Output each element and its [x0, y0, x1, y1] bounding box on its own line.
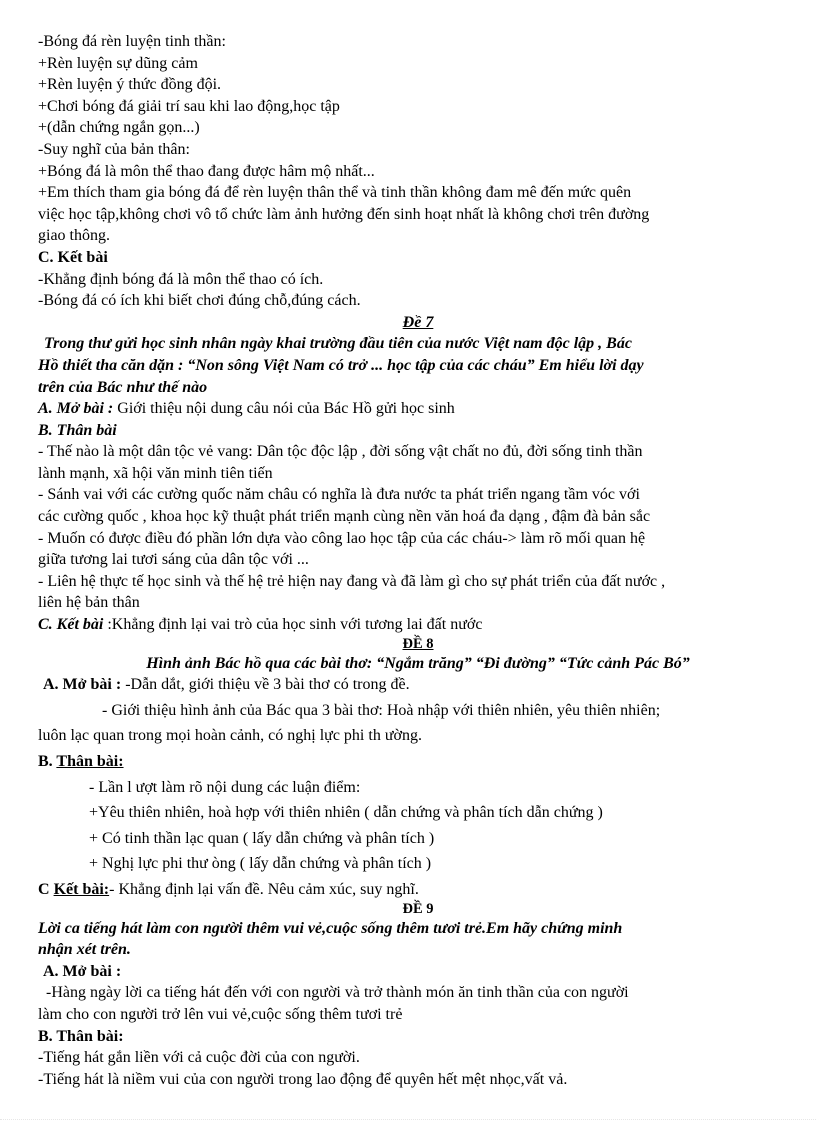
text-line: -Bóng đá rèn luyện tinh thần:	[38, 33, 226, 50]
text-line: luôn lạc quan trong mọi hoàn cảnh, có nghị lực phi th ường.	[38, 727, 422, 745]
text-line: - Thế nào là một dân tộc vẻ vang: Dân tộc độc lập , đời sống vật chất no đủ, đời sống tinh thần	[38, 443, 643, 461]
de7-prompt-line: trên của Bác như thế nào	[38, 378, 208, 396]
de8-ket-bai-label: Kết bài:	[53, 880, 110, 898]
text-line: +Rèn luyện ý thức đồng đội.	[38, 76, 222, 94]
text-line: -Tiếng hát gắn liền với cả cuộc đời của con người.	[38, 1049, 360, 1067]
text-line: giữa tương lai tươi sáng của dân tộc với ...	[38, 551, 309, 569]
de8-mo-bai-label: A. Mở bài :	[43, 676, 122, 694]
text-line: liên hệ bản thân	[38, 594, 140, 612]
intro-section	[38, 31, 798, 247]
text-line: -Tiếng hát là niềm vui của con người trong lao động để quyên hết mệt nhọc,vất vả.	[38, 1070, 568, 1088]
de8-than-bai-label: Thân bài:	[56, 753, 124, 770]
de8-ket-bai-text: - Khẳng định lại vấn đề. Nêu cảm xúc, suy nghĩ.	[109, 880, 419, 898]
de7-mo-bai-text: Giới thiệu nội dung câu nói của Bác Hồ gửi học sinh	[117, 400, 455, 418]
text-line: +Chơi bóng đá giải trí sau khi lao động,học tập	[38, 97, 340, 115]
text-line: +Em thích tham gia bóng đá để rèn luyện thân thể và tinh thần không đam mê đến mức quên	[38, 184, 632, 202]
text-line: +Bóng đá là môn thể thao đang được hâm mộ nhất...	[38, 162, 375, 180]
text-line: làm cho con người trở lên vui vẻ,cuộc sống thêm tươi trẻ	[38, 1005, 403, 1023]
de8-than-bai-prefix: B.	[38, 753, 57, 770]
text-line: giao thông.	[38, 227, 110, 245]
de8-mo-bai-text: -Dẫn dắt, giới thiệu về 3 bài thơ có trong đề.	[125, 676, 410, 694]
de7-ket-bai-label: C. Kết bài	[38, 616, 104, 634]
de8-section	[38, 636, 798, 901]
de7-section	[38, 312, 798, 636]
text-line: - Liên hệ thực tế học sinh và thế hệ trẻ hiện nay đang và đã làm gì cho sự phát triển của đất nước ,	[38, 572, 666, 590]
text-line: + Có tinh thần lạc quan ( lấy dẫn chứng và phân tích )	[89, 829, 435, 847]
de8-ket-bai-prefix: C	[38, 880, 54, 898]
de9-section	[38, 901, 798, 1091]
text-line: -Hàng ngày lời ca tiếng hát đến với con người và trở thành món ăn tinh thần của con người	[46, 984, 629, 1002]
document-page	[38, 31, 798, 1090]
text-line: - Muốn có được điều đó phần lớn dựa vào công lao học tập của các cháu-> làm rõ mối quan hệ	[38, 529, 646, 547]
text-line: +Yêu thiên nhiên, hoà hợp với thiên nhiên ( dẫn chứng và phân tích dẫn chứng )	[89, 804, 603, 822]
de7-title: Đề 7	[402, 313, 434, 331]
text-line: - Giới thiệu hình ảnh của Bác qua 3 bài thơ: Hoà nhập với thiên nhiên, yêu thiên nhiên;	[102, 701, 661, 719]
text-line: các cường quốc , khoa học kỹ thuật phát triển mạnh cùng nền văn hoá đa dạng , đậm đà bản sắc	[38, 508, 651, 526]
text-line: việc học tập,không chơi vô tổ chức làm ảnh hưởng đến sinh hoạt nhất là không chơi trên đường	[38, 205, 650, 223]
text-line: -Suy nghĩ của bản thân:	[38, 140, 190, 158]
text-line: lành mạnh, xã hội văn minh tiên tiến	[38, 464, 273, 482]
de8-title: ĐỀ 8	[402, 635, 434, 652]
section-heading: C. Kết bài	[38, 248, 108, 266]
de9-mo-bai-label: A. Mở bài :	[43, 962, 122, 980]
de8-prompt: Hình ảnh Bác hồ qua các bài thơ: “Ngắm trăng” “Đi đường” “Tức cảnh Pác Bó”	[146, 654, 690, 672]
de7-prompt-line: Trong thư gửi học sinh nhân ngày khai trường đầu tiên của nước Việt nam độc lập , Bác	[44, 335, 632, 353]
de9-prompt-line: Lời ca tiếng hát làm con người thêm vui vẻ,cuộc sống thêm tươi trẻ.Em hãy chứng minh	[38, 919, 623, 937]
de7-ket-bai-text: :Khẳng định lại vai trò của học sinh với tương lai đất nước	[107, 616, 483, 634]
de7-than-bai-label: B. Thân bài	[38, 421, 117, 439]
text-line: - Lần l ượt làm rõ nội dung các luận điểm:	[89, 778, 361, 796]
page-footer-divider	[0, 1119, 816, 1120]
de7-prompt-line: Hồ thiết tha căn dặn : “Non sông Việt Nam có trở ... học tập của các cháu” Em hiểu lời dạy	[38, 356, 644, 374]
text-line: +Rèn luyện sự dũng cảm	[38, 54, 198, 72]
text-line: +(dẫn chứng ngắn gọn...)	[38, 119, 200, 137]
de9-title: ĐỀ 9	[402, 900, 434, 917]
de7-mo-bai-label: A. Mở bài :	[38, 400, 114, 418]
de9-prompt-line: nhận xét trên.	[38, 941, 131, 959]
text-line: -Khẳng định bóng đá là môn thể thao có ích.	[38, 270, 324, 288]
conclusion-section	[38, 247, 798, 312]
de9-than-bai-label: B. Thân bài:	[38, 1027, 124, 1045]
text-line: - Sánh vai với các cường quốc năm châu có nghĩa là đưa nước ta phát triển ngang tầm vóc với	[38, 486, 640, 504]
text-line: + Nghị lực phi thư òng ( lấy dẫn chứng và phân tích )	[89, 855, 432, 873]
text-line: -Bóng đá có ích khi biết chơi đúng chỗ,đúng cách.	[38, 292, 361, 310]
